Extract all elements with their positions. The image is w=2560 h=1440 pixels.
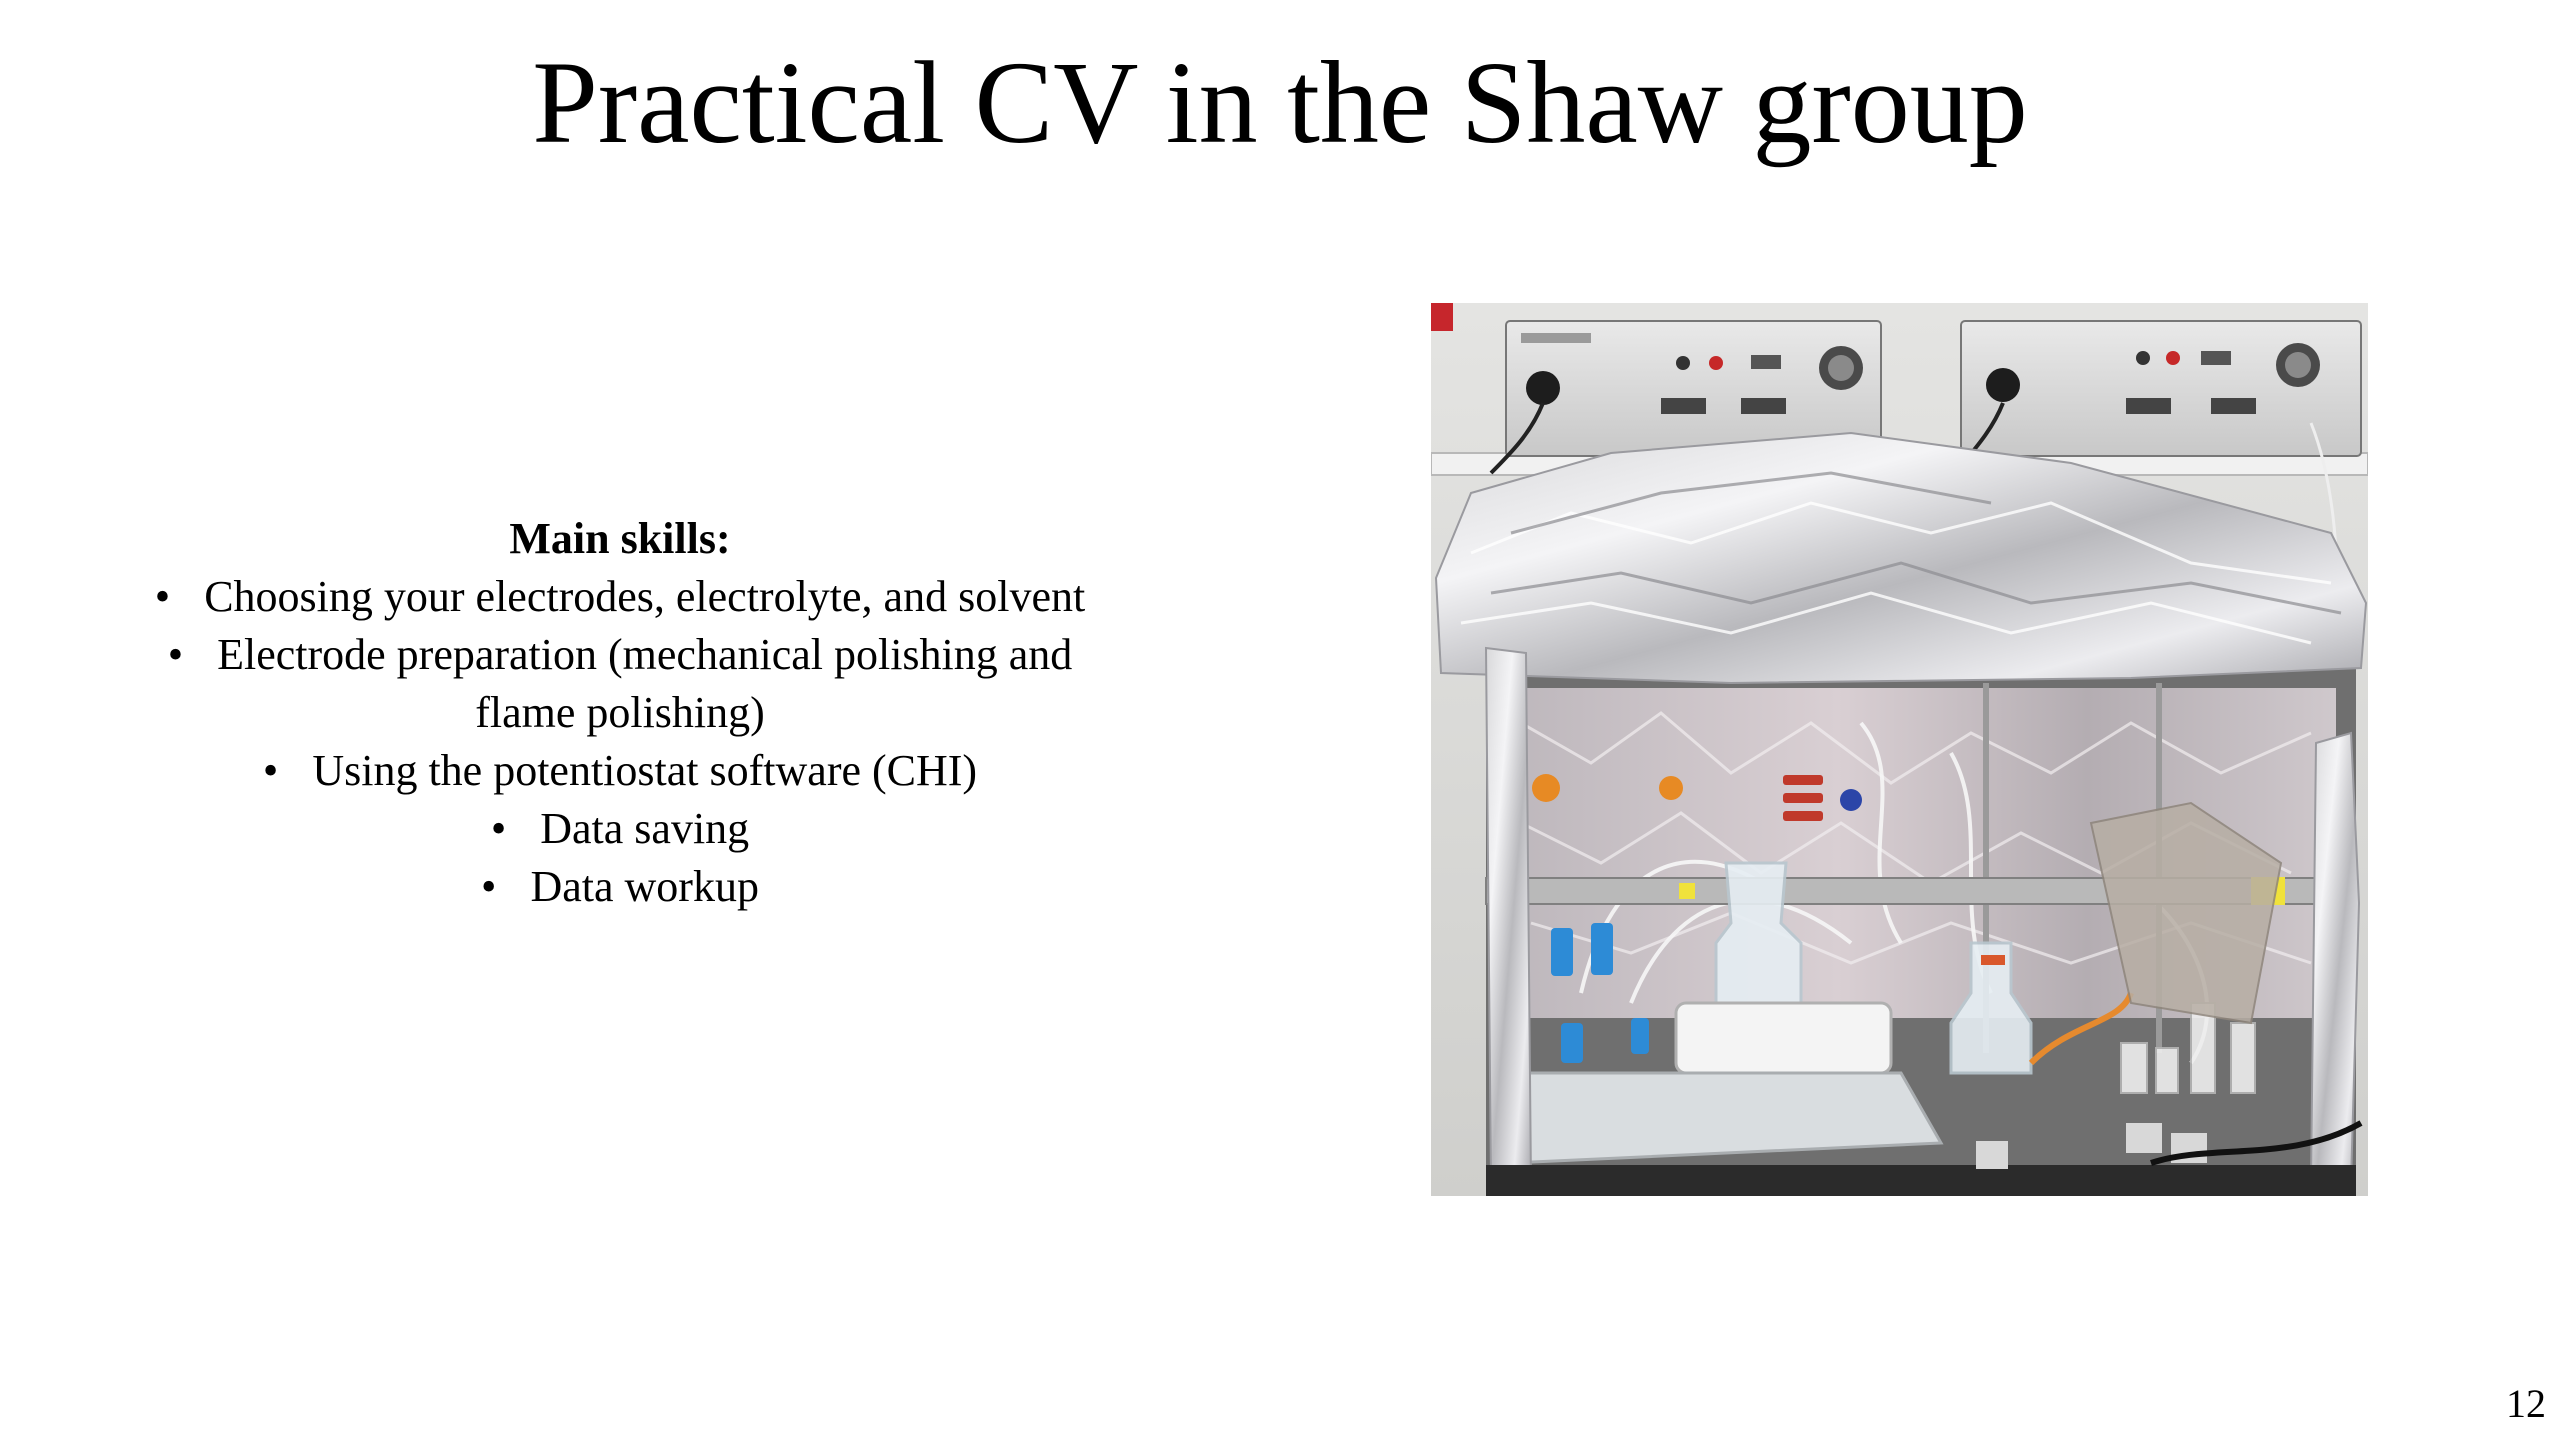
list-item-text-continued: flame polishing) (475, 688, 765, 737)
bullet-icon: • (262, 746, 279, 795)
red-corner-object (1431, 303, 1453, 331)
list-item (60, 858, 1180, 916)
slide-title: Practical CV in the Shaw group (532, 37, 2028, 168)
base-tray (1486, 1165, 2356, 1196)
list-item-text: Choosing your electrodes, electrolyte, and solvent (204, 572, 1086, 621)
skills-list (60, 568, 1180, 916)
page-number: 12 (2506, 1381, 2546, 1426)
list-item (60, 568, 1180, 626)
list-item (60, 742, 1180, 800)
list-item (60, 626, 1180, 742)
electrochemistry-setup-photo (1431, 303, 2368, 1196)
skills-block (60, 510, 1180, 916)
bullet-icon: • (490, 804, 507, 853)
list-item (60, 800, 1180, 858)
list-item-text: Data saving (540, 804, 750, 853)
bullet-icon: • (154, 572, 171, 621)
bullet-icon: • (167, 630, 184, 679)
skills-heading: Main skills: (509, 514, 731, 563)
list-item-text: Using the potentiostat software (CHI) (312, 746, 978, 795)
potentiostat-right (1961, 321, 2361, 456)
list-item-text: Electrode preparation (mechanical polishing and (217, 630, 1073, 679)
list-item-text: Data workup (530, 862, 759, 911)
bullet-icon: • (481, 862, 497, 911)
